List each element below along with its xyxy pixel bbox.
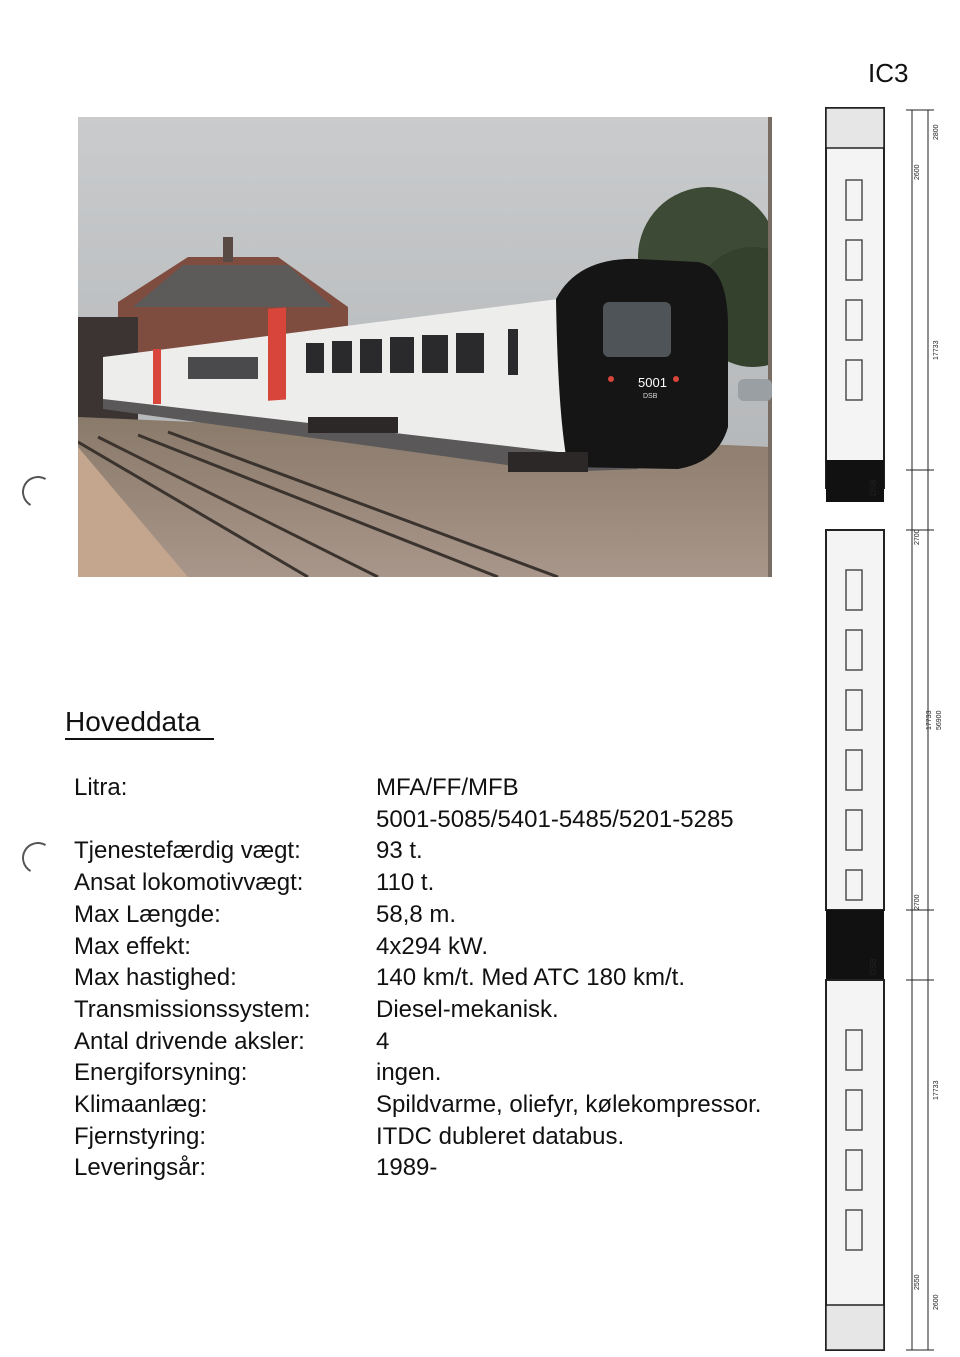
dim-label: 2700: [914, 529, 921, 545]
dim-label: 17733: [933, 1080, 940, 1100]
spec-label: Transmissionssystem:: [74, 995, 311, 1023]
section-title: Hoveddata: [65, 706, 214, 740]
spec-label: Litra:: [74, 774, 128, 801]
spec-label: Max hastighed:: [74, 964, 237, 992]
spec-row-transmission: [74, 994, 814, 1026]
spec-label: Klimaanlæg:: [74, 1091, 208, 1119]
spec-row-weight: [74, 835, 814, 867]
dim-label: 56900: [936, 710, 943, 730]
spec-value: 58,8 m.: [376, 900, 457, 928]
dim-label: 2700: [914, 894, 921, 910]
train-number-label: 5001: [638, 375, 667, 390]
spec-label: Ansat lokomotivvægt:: [74, 869, 304, 897]
spec-row-delivery: [74, 1152, 814, 1184]
spec-table: [74, 772, 814, 1184]
spec-value: Spildvarme, oliefyr, kølekompressor.: [376, 1091, 762, 1119]
spec-value: 110 t.: [376, 869, 435, 897]
spec-label: Max effekt:: [74, 932, 191, 960]
page-code: IC3: [868, 58, 909, 88]
spec-label: Max Længde:: [74, 900, 221, 928]
spec-value: ITDC dubleret databus.: [376, 1122, 625, 1150]
spec-row-litra: [74, 772, 814, 835]
spec-label: Fjernstyring:: [74, 1122, 207, 1150]
train-photo: [78, 117, 772, 577]
spec-label: Tjenestefærdig vægt:: [74, 837, 301, 865]
spec-row-length: [74, 899, 814, 931]
spec-value: ingen.: [376, 1059, 442, 1087]
spec-value: 1989-: [376, 1154, 438, 1182]
spec-row-speed: [74, 962, 814, 994]
spec-value: MFA/FF/MFB 5001-5085/5401-5485/5201-5285: [376, 774, 734, 833]
dim-label: 2600: [914, 164, 921, 180]
spec-value: 4x294 kW.: [376, 932, 489, 960]
spec-label: Antal drivende aksler:: [74, 1027, 305, 1055]
dim-label: 2550: [914, 1274, 921, 1290]
spec-label: Leveringsår:: [74, 1154, 207, 1182]
spec-label: Energiforsyning:: [74, 1059, 248, 1087]
dim-label: 17733: [933, 340, 940, 360]
spec-row-remote: [74, 1121, 814, 1153]
car-label-2: DSB: [869, 958, 878, 975]
spec-value: 140 km/t. Med ATC 180 km/t.: [376, 964, 685, 992]
spec-value: 4: [376, 1027, 390, 1055]
car-label-1: DSB: [869, 479, 878, 496]
spec-row-energy: [74, 1057, 814, 1089]
spec-row-loco-weight: [74, 867, 814, 899]
train-operator-label: DSB: [643, 393, 658, 400]
train-top-view-drawing: [816, 100, 960, 1357]
binder-hole-bottom: [18, 838, 57, 877]
spec-row-power: [74, 931, 814, 963]
dim-label: 2800: [933, 124, 940, 140]
spec-row-axles: [74, 1026, 814, 1058]
binder-hole-top: [18, 472, 57, 511]
dim-label: 2600: [933, 1294, 940, 1310]
spec-value: Diesel-mekanisk.: [376, 995, 559, 1023]
spec-row-climate: [74, 1089, 814, 1121]
dim-label: 17733: [926, 710, 933, 730]
spec-value: 93 t.: [376, 837, 423, 865]
